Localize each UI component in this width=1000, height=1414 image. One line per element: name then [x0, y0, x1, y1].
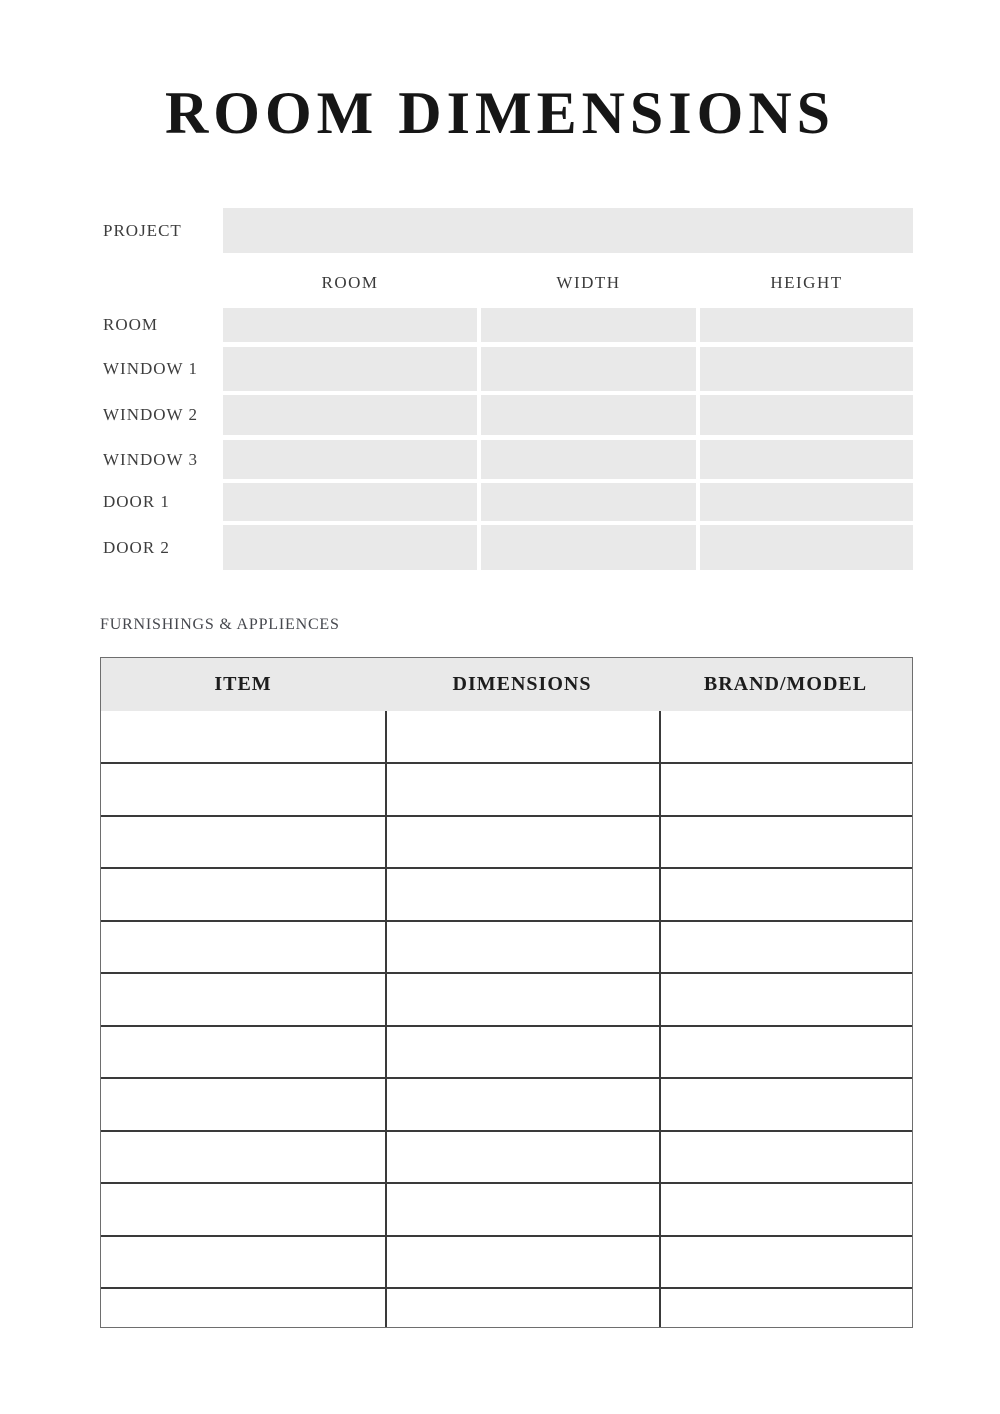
- room-room-field[interactable]: [223, 308, 477, 342]
- furnishings-cell[interactable]: [659, 1079, 912, 1130]
- window-1-height-field[interactable]: [700, 347, 913, 391]
- furnishings-cell[interactable]: [101, 764, 385, 815]
- column-header-dimensions: DIMENSIONS: [452, 673, 592, 695]
- furnishings-row: [101, 972, 912, 1025]
- project-field[interactable]: [223, 208, 913, 253]
- content-area: [100, 208, 913, 1328]
- furnishings-table-body: [101, 711, 912, 1327]
- furnishings-cell[interactable]: [385, 1027, 659, 1078]
- door-1-room-field[interactable]: [223, 483, 477, 521]
- furnishings-cell[interactable]: [659, 1289, 912, 1327]
- dimension-row-door-2: [100, 525, 913, 570]
- row-label-room: ROOM: [103, 315, 159, 334]
- furnishings-cell[interactable]: [659, 1027, 912, 1078]
- furnishings-table: [100, 657, 913, 1328]
- furnishings-cell[interactable]: [659, 974, 912, 1025]
- row-label-door-1: DOOR 1: [103, 492, 170, 511]
- furnishings-row: [101, 1182, 912, 1235]
- door-2-height-field[interactable]: [700, 525, 913, 570]
- dimensions-header-row: [100, 268, 913, 298]
- door-2-room-field[interactable]: [223, 525, 477, 570]
- column-header-room: ROOM: [321, 273, 379, 292]
- furnishings-cell[interactable]: [101, 711, 385, 762]
- furnishings-cell[interactable]: [101, 1079, 385, 1130]
- furnishings-row: [101, 1287, 912, 1327]
- furnishings-cell[interactable]: [385, 764, 659, 815]
- window-3-room-field[interactable]: [223, 440, 477, 479]
- furnishings-cell[interactable]: [659, 711, 912, 762]
- dimension-row-room: [100, 308, 913, 342]
- furnishings-cell[interactable]: [385, 817, 659, 868]
- furnishings-cell[interactable]: [385, 869, 659, 920]
- dimensions-grid: [100, 308, 913, 570]
- furnishings-cell[interactable]: [385, 974, 659, 1025]
- furnishings-cell[interactable]: [659, 817, 912, 868]
- page-title: ROOM DIMENSIONS: [164, 80, 836, 146]
- furnishings-cell[interactable]: [101, 1184, 385, 1235]
- room-width-field[interactable]: [481, 308, 696, 342]
- furnishings-cell[interactable]: [659, 869, 912, 920]
- project-label: PROJECT: [103, 220, 182, 240]
- furnishings-cell[interactable]: [101, 817, 385, 868]
- furnishings-cell[interactable]: [385, 711, 659, 762]
- furnishings-cell[interactable]: [385, 922, 659, 973]
- furnishings-cell[interactable]: [385, 1132, 659, 1183]
- furnishings-row: [101, 1130, 912, 1183]
- furnishings-cell[interactable]: [101, 869, 385, 920]
- furnishings-cell[interactable]: [385, 1079, 659, 1130]
- furnishings-heading: FURNISHINGS & APPLIENCES: [100, 616, 340, 633]
- dimension-row-window-1: [100, 347, 913, 391]
- door-2-width-field[interactable]: [481, 525, 696, 570]
- furnishings-cell[interactable]: [385, 1289, 659, 1327]
- column-header-brand-model: BRAND/MODEL: [703, 673, 868, 695]
- furnishings-cell[interactable]: [101, 1237, 385, 1288]
- window-2-room-field[interactable]: [223, 395, 477, 435]
- furnishings-cell[interactable]: [659, 1184, 912, 1235]
- dimension-row-door-1: [100, 483, 913, 521]
- column-header-height: HEIGHT: [770, 273, 843, 292]
- furnishings-cell[interactable]: [101, 922, 385, 973]
- window-2-height-field[interactable]: [700, 395, 913, 435]
- room-height-field[interactable]: [700, 308, 913, 342]
- furnishings-cell[interactable]: [385, 1184, 659, 1235]
- furnishings-cell[interactable]: [101, 1289, 385, 1327]
- furnishings-row: [101, 762, 912, 815]
- row-label-window-1: WINDOW 1: [103, 359, 199, 378]
- row-label-window-3: WINDOW 3: [103, 449, 199, 469]
- furnishings-row: [101, 711, 912, 762]
- window-3-width-field[interactable]: [481, 440, 696, 479]
- dimension-row-window-2: [100, 395, 913, 435]
- window-1-room-field[interactable]: [223, 347, 477, 391]
- furnishings-row: [101, 920, 912, 973]
- furnishings-cell[interactable]: [659, 1237, 912, 1288]
- window-3-height-field[interactable]: [700, 440, 913, 479]
- furnishings-cell[interactable]: [659, 764, 912, 815]
- furnishings-table-header: [101, 658, 912, 711]
- row-label-door-2: DOOR 2: [103, 537, 170, 557]
- furnishings-cell[interactable]: [101, 974, 385, 1025]
- furnishings-cell[interactable]: [101, 1027, 385, 1078]
- furnishings-cell[interactable]: [101, 1132, 385, 1183]
- project-row: [100, 208, 913, 253]
- window-1-width-field[interactable]: [481, 347, 696, 391]
- window-2-width-field[interactable]: [481, 395, 696, 435]
- furnishings-row: [101, 1077, 912, 1130]
- column-header-width: WIDTH: [556, 273, 621, 292]
- furnishings-row: [101, 815, 912, 868]
- door-1-height-field[interactable]: [700, 483, 913, 521]
- dimension-row-window-3: [100, 440, 913, 479]
- column-header-item: ITEM: [214, 673, 272, 695]
- furnishings-row: [101, 1235, 912, 1288]
- furnishings-cell[interactable]: [659, 922, 912, 973]
- furnishings-cell[interactable]: [385, 1237, 659, 1288]
- furnishings-row: [101, 1025, 912, 1078]
- furnishings-row: [101, 867, 912, 920]
- row-label-window-2: WINDOW 2: [103, 405, 199, 424]
- furnishings-cell[interactable]: [659, 1132, 912, 1183]
- door-1-width-field[interactable]: [481, 483, 696, 521]
